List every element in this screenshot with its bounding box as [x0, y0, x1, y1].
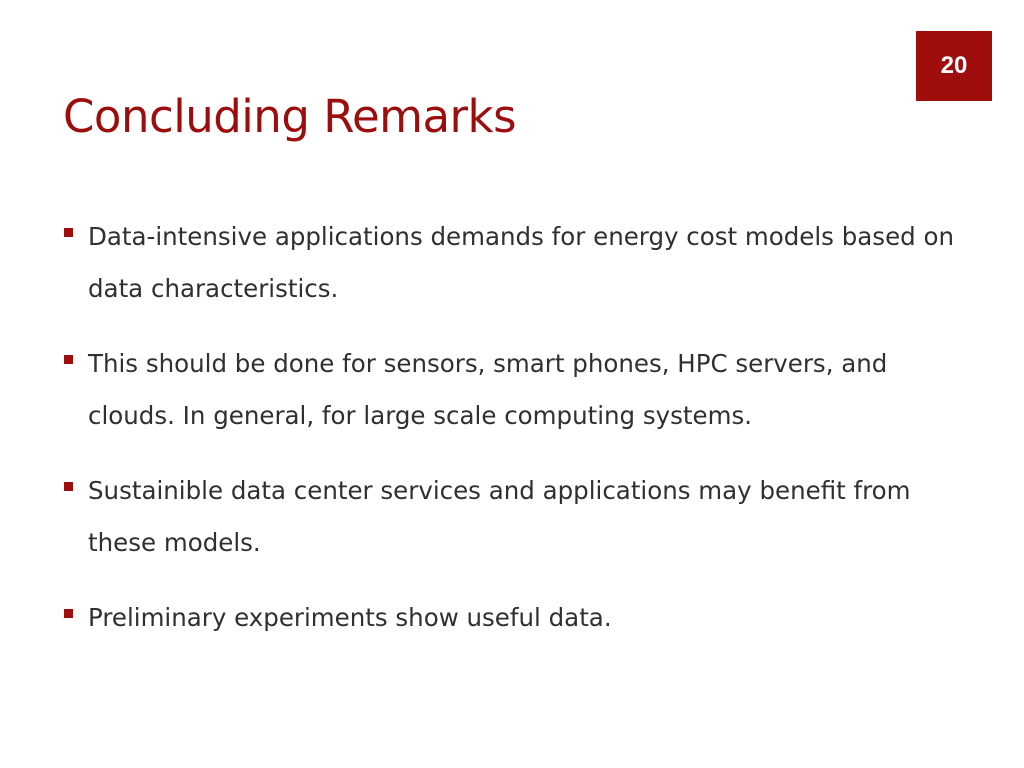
bullet-list [64, 211, 964, 667]
bullet-item [64, 211, 964, 315]
page-number-badge: 20 [916, 31, 992, 101]
bullet-text: Sustainible data center services and applications may benefit from these models. [88, 476, 911, 557]
square-bullet-icon [64, 482, 73, 491]
slide-title: Concluding Remarks [63, 90, 517, 143]
bullet-text: Preliminary experiments show useful data. [88, 603, 612, 632]
bullet-item [64, 592, 964, 644]
square-bullet-icon [64, 355, 73, 364]
bullet-item [64, 338, 964, 442]
bullet-item [64, 465, 964, 569]
square-bullet-icon [64, 609, 73, 618]
square-bullet-icon [64, 228, 73, 237]
bullet-text: Data-intensive applications demands for energy cost models based on data characteristics. [88, 222, 954, 303]
bullet-text: This should be done for sensors, smart phones, HPC servers, and clouds. In general, for large scale computing systems. [88, 349, 888, 430]
